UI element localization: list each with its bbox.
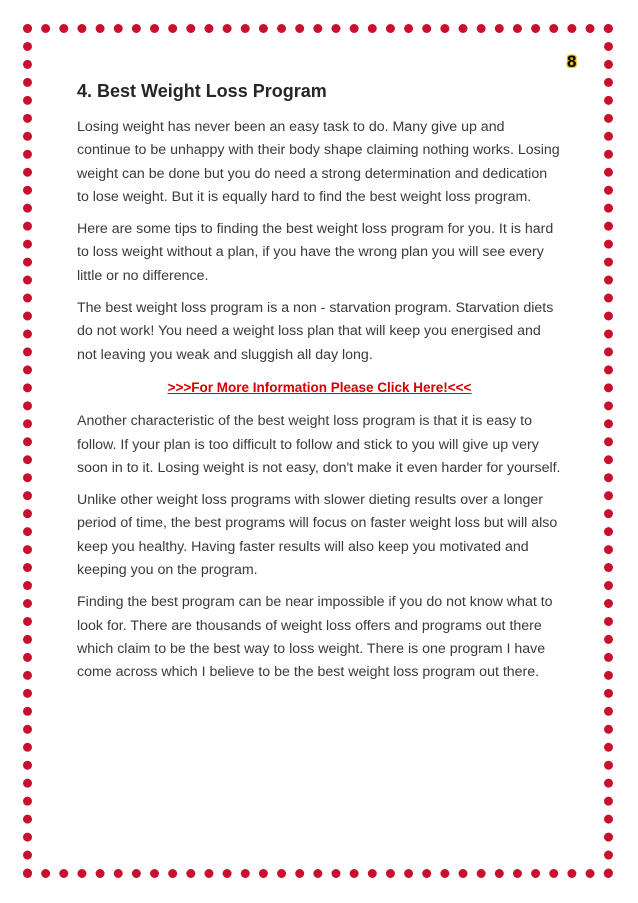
article-heading: 4. Best Weight Loss Program <box>77 81 327 101</box>
page-number: 8 <box>567 52 577 71</box>
paragraph-4: Another characteristic of the best weight loss program is that it is easy to follow. If your plan is too difficult to follow and stick to you will give up very soon in to it. Losing weight is not easy, don't make it even harder for yourself. <box>77 413 561 476</box>
paragraph-2: Here are some tips to finding the best weight loss program for you. It is hard to loss weight without a plan, if you have the wrong plan you will see every little or no difference. <box>77 221 554 284</box>
article-content <box>77 78 562 694</box>
paragraph-3: The best weight loss program is a non - starvation program. Starvation diets do not work! You need a weight loss plan that will keep you energised and not leaving you weak and sluggish all day long. <box>77 300 554 363</box>
more-info-link[interactable]: >>>For More Information Please Click Here!<<< <box>167 379 472 395</box>
more-info-link-line <box>77 376 562 400</box>
paragraph-6: Finding the best program can be near impossible if you do not know what to look for. There are thousands of weight loss offers and programs out there which claim to be the best way to loss weight. There is one program I have come across which I believe to be the best weight loss program out there. <box>77 594 553 681</box>
paragraph-5: Unlike other weight loss programs with slower dieting results over a longer period of time, the best programs will focus on faster weight loss but will also keep you healthy. Having faster results will also keep you motivated and keeping you on the program. <box>77 492 558 579</box>
paragraph-1: Losing weight has never been an easy task to do. Many give up and continue to be unhappy with their body shape claiming nothing works. Losing weight can be done but you do need a strong determination and dedication to lose weight. But it is equally hard to find the best weight loss program. <box>77 119 560 205</box>
